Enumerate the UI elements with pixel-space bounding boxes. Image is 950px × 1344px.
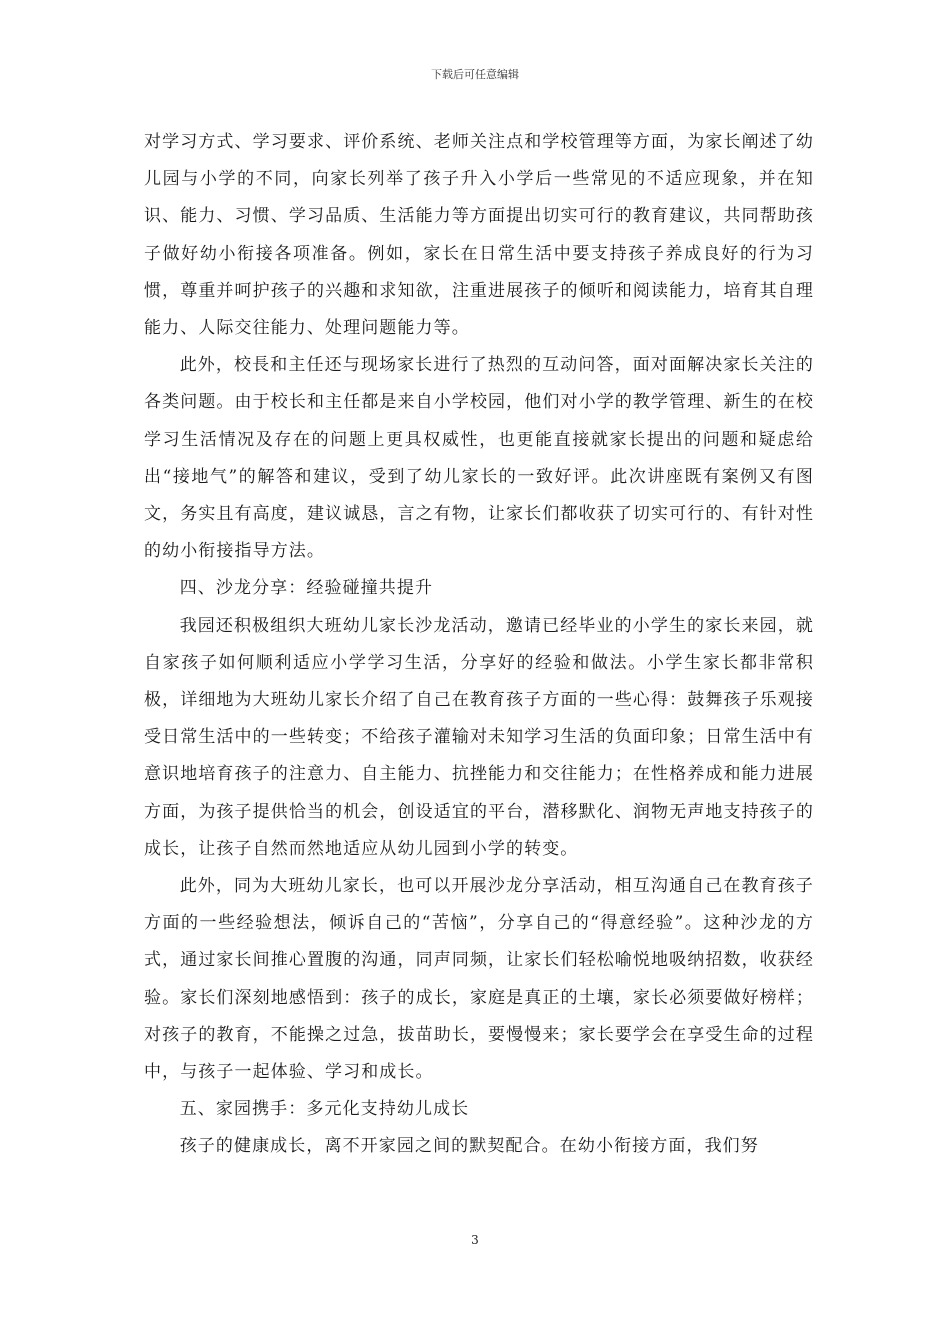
paragraph: 此外，同为大班幼儿家长，也可以开展沙龙分享活动，相互沟通自己在教育孩子方面的一些经验想法，倾诉自己的“苦恼”，分享自己的“得意经验”。这种沙龙的方式，通过家长间推心置腹的沟通，同声同频，让家长们轻松喻悦地吸纳招数，收获经验。家长们深刻地感悟到：孩子的成长，家庭是真正的土壤，家长必须要做好榜样；对孩子的教育，不能操之过急，拔苗助长，要慢慢来；家长要学会在享受生命的过程中，与孩子一起体验、学习和成长。 [144, 876, 814, 1083]
paragraph: 孩子的健康成长，离不开家园之间的默契配合。在幼小衔接方面，我们努 [179, 1136, 759, 1157]
document-body [144, 124, 814, 1166]
page-number: 3 [471, 1233, 479, 1247]
section-heading-4: 四、沙龙分享：经验碰撞共提升 [179, 578, 434, 599]
page-header: 下载后可任意编辑 [431, 68, 519, 81]
paragraph-continuation: 对学习方式、学习要求、评价系统、老师关注点和学校管理等方面，为家长阐述了幼儿园与小学的不同，向家长列举了孩子升入小学后一些常见的不适应现象，并在知识、能力、习惯、学习品质、生活能力等方面提出切实可行的教育建议，共同帮助孩子做好幼小衔接各项准备。例如，家长在日常生活中要支持孩子养成良好的行为习惯，尊重并呵护孩子的兴趣和求知欲，注重进展孩子的倾听和阅读能力，培育其自理能力、人际交往能力、处理问题能力等。 [144, 132, 814, 339]
paragraph: 我园还积极组织大班幼儿家长沙龙活动，邀请已经毕业的小学生的家长来园，就自家孩子如何顺利适应小学学习生活，分享好的经验和做法。小学生家长都非常积极，详细地为大班幼儿家长介绍了自己在教育孩子方面的一些心得：鼓舞孩子乐观接受日常生活中的一些转变；不给孩子灌输对未知学习生活的负面印象；日常生活中有意识地培育孩子的注意力、自主能力、抗挫能力和交往能力；在性格养成和能力进展方面，为孩子提供恰当的机会，创设适宜的平台，潜移默化、润物无声地支持孩子的成长，让孩子自然而然地适应从幼儿园到小学的转变。 [144, 615, 814, 859]
paragraph: 此外，校長和主任还与现场家长进行了热烈的互动问答，面对面解决家长关注的各类问题。由于校长和主任都是来自小学校园，他们对小学的教学管理、新生的在校学习生活情况及存在的问题上更具权威性，也更能直接就家长提出的问题和疑虑给出“接地气”的解答和建议，受到了幼儿家长的一致好评。此次讲座既有案例又有图文，务实且有高度，建议诚恳，言之有物，让家长们都收获了切实可行的、有针对性的幼小衔接指导方法。 [144, 355, 814, 562]
section-heading-5: 五、家园携手：多元化支持幼儿成长 [179, 1099, 470, 1120]
